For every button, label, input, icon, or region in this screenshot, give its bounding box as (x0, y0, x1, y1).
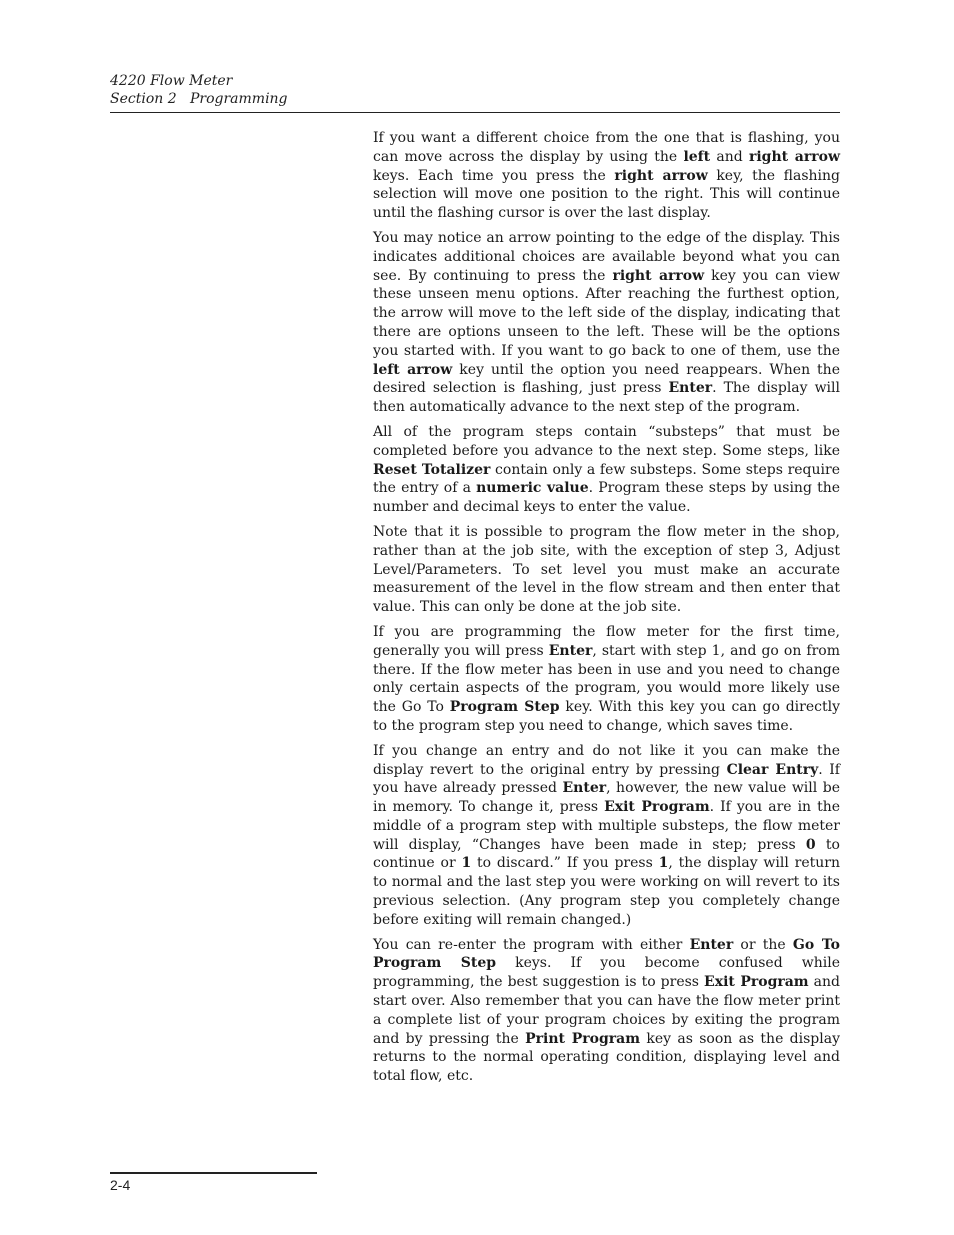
bold-key-term: Reset Totalizer (373, 461, 491, 478)
text-run: keys. Each time you press the (373, 167, 615, 184)
text-run: key until the option you need reappears. When the desired selection is flashing, just press (373, 361, 840, 397)
bold-key-term: right arrow (612, 267, 705, 284)
text-run: , start with step 1, and go on from there. If the flow meter has been in use and you need to change only certain aspects of the program, you would more likely use the Go To (373, 642, 840, 716)
footer-rule (110, 1172, 317, 1174)
text-run: key. With this key you can go directly to the program step you need to change, which saves time. (373, 699, 840, 734)
text-run: All of the program steps contain “substeps” that must be completed before you advance to the next step. Some steps, like (373, 423, 840, 459)
header-manual-title: 4220 Flow Meter (110, 73, 233, 89)
text-run: If you are programming the flow meter for the first time, generally you will press (373, 623, 840, 659)
running-header (110, 72, 288, 108)
paragraph-re-enter (373, 936, 840, 1086)
bold-key-term: Program Step (449, 699, 560, 716)
text-run: or the (733, 936, 793, 953)
bold-key-term: left (683, 148, 711, 165)
text-run: . If you have already pressed (373, 761, 840, 797)
bold-key-term: right arrow (614, 167, 708, 184)
text-run: If you change an entry and do not like it you can make the display revert to the original entry by pressing (373, 742, 840, 778)
header-section-title: Section 2 Programming (110, 91, 288, 107)
bold-key-term: Print Program (525, 1030, 641, 1047)
text-run: , however, the new value will be in memory. To change it, press (373, 780, 840, 816)
paragraph-substeps (373, 423, 840, 517)
bold-key-term: 1 (658, 855, 669, 872)
bold-key-term: Go To Program Step (373, 936, 840, 972)
text-run: Note that it is possible to program the flow meter in the shop, rather than at the job site, with the exception of step 3, Adjust Level/Parameters. To set level you must make an accurate measurement of the level in the flow stream and then enter that value. This can only be done at the job site. (373, 523, 840, 616)
bold-key-term: 0 (805, 836, 816, 853)
paragraph-display-arrow (373, 229, 840, 417)
text-run: . If you are in the middle of a program step with multiple substeps, the flow meter will display, “Changes have been made in step; press (373, 799, 841, 853)
bold-key-term: Exit Program (704, 974, 809, 991)
page-number: 2-4 (110, 1177, 131, 1193)
paragraph-shop-programming (373, 523, 840, 617)
bold-key-term: Enter (668, 380, 713, 397)
text-run: contain only a few substeps. Some steps require the entry of a (373, 461, 840, 497)
text-run: You can re-enter the program with either (373, 936, 690, 953)
bold-key-term: 1 (461, 855, 472, 872)
text-run: and (710, 148, 749, 165)
text-run: , the display will return to normal and the last step you were working on will revert to its previous selection. (Any program step you completely change before exiting will remain changed.) (373, 855, 840, 928)
text-run: and start over. Also remember that you can have the flow meter print a complete list of your program choices by exiting the program and by pressing the (373, 974, 840, 1047)
text-run: to discard.” If you press (471, 855, 659, 872)
bold-key-term: Enter (562, 780, 607, 797)
text-run: key you can view these unseen menu options. After reaching the furthest option, the arrow will move to the left side of the display, indicating that there are options unseen to the left. These will be the options you started with. If you want to go back to one of them, use the (373, 267, 840, 359)
text-run: key, the flashing selection will move one position to the right. This will continue until the flashing cursor is over the last display. (373, 167, 840, 222)
paragraph-first-time (373, 623, 840, 736)
text-run: to continue or (373, 836, 840, 872)
paragraph-clear-entry (373, 742, 840, 930)
bold-key-term: Exit Program (604, 799, 710, 816)
text-run: . Program these steps by using the number and decimal keys to enter the value. (373, 480, 841, 516)
header-rule (110, 112, 840, 113)
paragraph-arrow-keys (373, 129, 840, 223)
bold-key-term: numeric value (476, 480, 589, 497)
bold-key-term: left arrow (373, 361, 453, 378)
text-run: If you want a different choice from the one that is flashing, you can move across the display by using the (373, 130, 840, 165)
text-run: key as soon as the display returns to the normal operating condition, displaying level and total flow, etc. (373, 1030, 840, 1085)
bold-key-term: right arrow (748, 148, 840, 165)
bold-key-term: Clear Entry (726, 761, 819, 778)
text-run: You may notice an arrow pointing to the edge of the display. This indicates additional choices are available beyond what you can see. By continuing to press the (373, 229, 840, 284)
text-run: keys. If you become confused while programming, the best suggestion is to press (373, 955, 840, 991)
bold-key-term: Enter (548, 642, 593, 659)
bold-key-term: Enter (689, 936, 734, 953)
text-run: . The display will then automatically advance to the next step of the program. (373, 380, 840, 416)
body-text-column (373, 129, 840, 1092)
